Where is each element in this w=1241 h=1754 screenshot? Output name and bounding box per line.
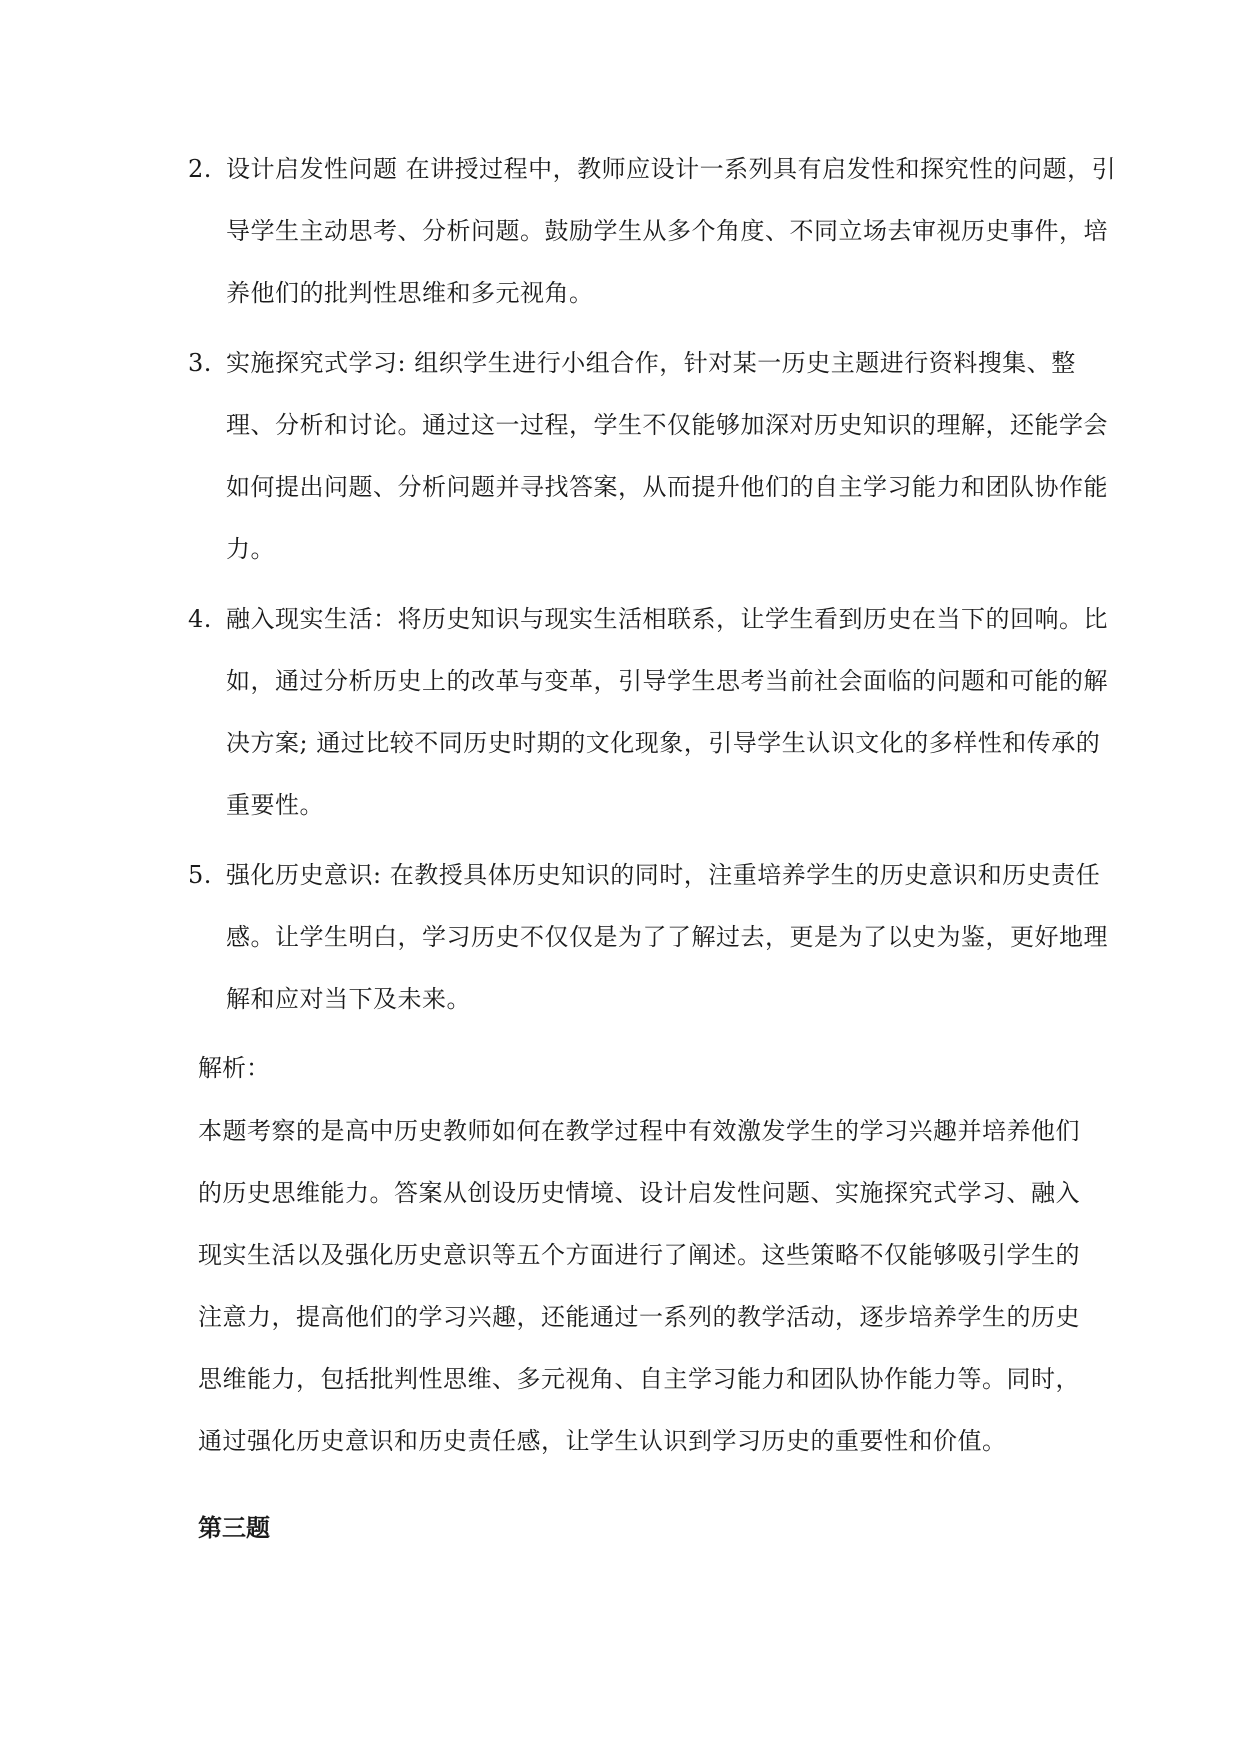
list-item bbox=[188, 588, 1118, 836]
section-title: 第三题 bbox=[198, 1514, 270, 1542]
list-item bbox=[188, 844, 1118, 1030]
list-item bbox=[188, 138, 1118, 324]
analysis-paragraph: 本题考察的是高中历史教师如何在教学过程中有效激发学生的学习兴趣并培养他们的历史思维能力。答案从创设历史情境、设计启发性问题、实施探究式学习、融入现实生活以及强化历史意识等五个方面进行了阐述。这些策略不仅能够吸引学生的注意力，提高他们的学习兴趣，还能通过一系列的教学活动，逐步培养学生的历史思维能力，包括批判性思维、多元视角、自主学习能力和团队协作能力等。同时，通过强化历史意识和历史责任感，让学生认识到学习历史的重要性和价值。 bbox=[198, 1117, 1080, 1455]
list-item bbox=[188, 332, 1118, 580]
list-item-number: 5. bbox=[188, 861, 212, 889]
numbered-list bbox=[188, 138, 1118, 1038]
list-item-number: 3. bbox=[188, 349, 212, 377]
list-item-number: 2. bbox=[188, 155, 212, 183]
analysis-heading: 解析： bbox=[198, 1054, 270, 1082]
list-item-text: 设计启发性问题 在讲授过程中，教师应设计一系列具有启发性和探究性的问题，引导学生主动思考、分析问题。鼓励学生从多个角度、不同立场去审视历史事件，培养他们的批判性思维和多元视角。 bbox=[226, 155, 1117, 307]
list-item-text: 实施探究式学习: 组织学生进行小组合作，针对某一历史主题进行资料搜集、整理、分析和讨论。通过这一过程，学生不仅能够加深对历史知识的理解，还能学会如何提出问题、分析问题并寻找答案，从而提升他们的自主学习能力和团队协作能力。 bbox=[226, 349, 1108, 563]
list-item-text: 融入现实生活：将历史知识与现实生活相联系，让学生看到历史在当下的回响。比如，通过分析历史上的改革与变革，引导学生思考当前社会面临的问题和可能的解决方案; 通过比较不同历史时期的文化现象，引导学生认识文化的多样性和传承的重要性。 bbox=[226, 605, 1108, 819]
list-item-number: 4. bbox=[188, 605, 212, 633]
list-item-text: 强化历史意识: 在教授具体历史知识的同时，注重培养学生的历史意识和历史责任感。让学生明白，学习历史不仅仅是为了了解过去，更是为了以史为鉴，更好地理解和应对当下及未来。 bbox=[226, 861, 1108, 1013]
